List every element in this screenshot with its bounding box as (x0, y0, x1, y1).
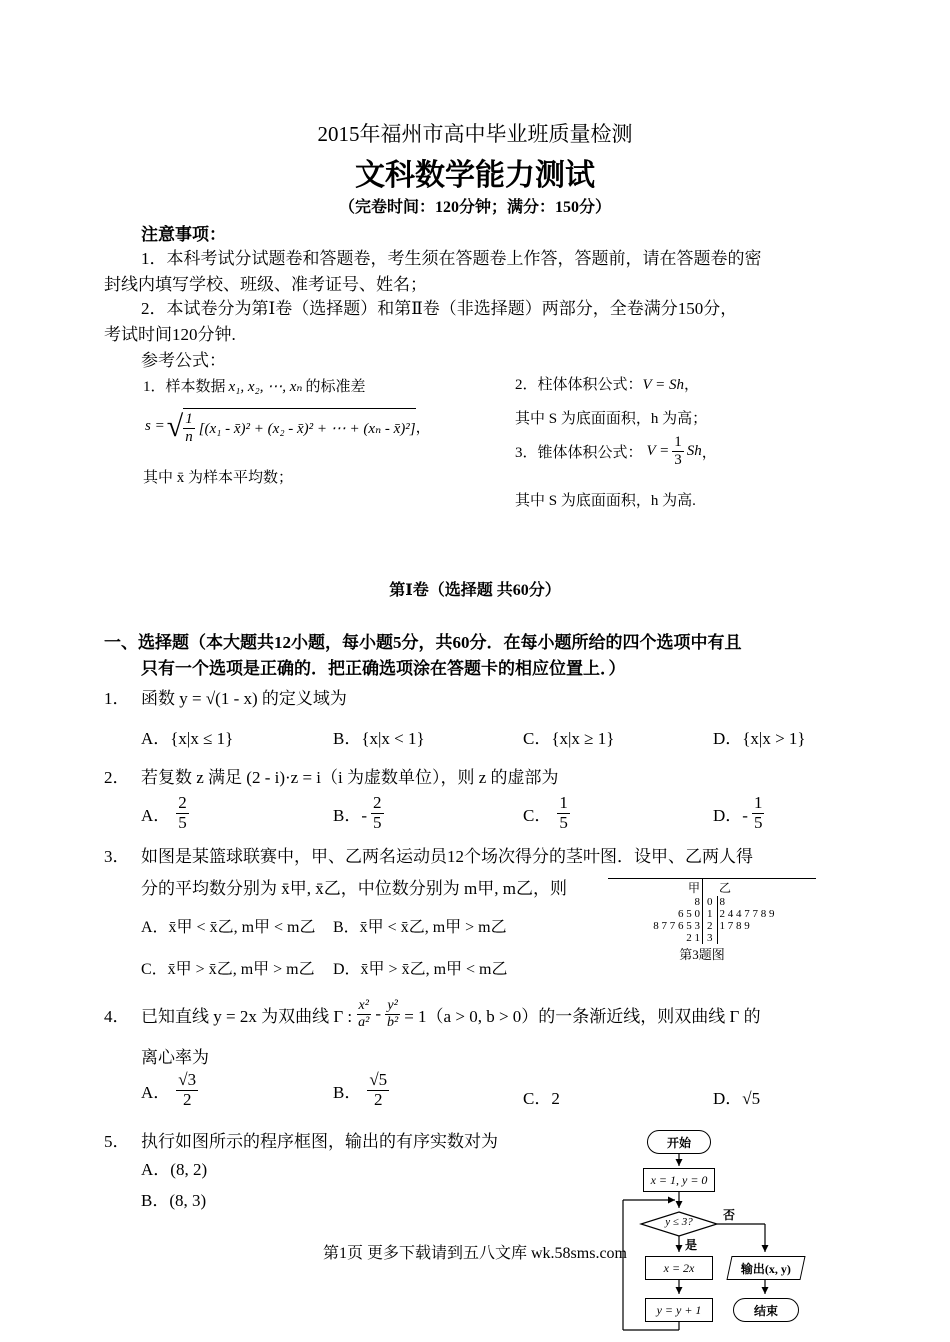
q4-option-c: C．2 (523, 1089, 560, 1108)
stem-leaf-row1-stem: 1 (703, 908, 718, 920)
formula1-label: 1．样本数据 x₁, x₂, ⋯, xₙ 的标准差 (143, 379, 366, 395)
formula1-note: 其中 x̄ 为样本平均数； (143, 470, 294, 486)
flow-init: x = 1, y = 0 (643, 1168, 715, 1192)
q4-line2: 离心率为 (141, 1048, 209, 1067)
q1-option-a: A．{x|x ≤ 1} (141, 729, 234, 748)
notice-item1-line2: 封线内填写学校、班级、准考证号、姓名； (104, 275, 427, 294)
formula3: 3．锥体体积公式： V = $\frac{1}{3}$ Sh ， (515, 434, 717, 468)
q2-option-c: C． $\frac{1}{5}$ (523, 793, 568, 832)
stem-leaf-row0-stem: 0 (703, 896, 718, 908)
section1-instr-line1: 一、选择题（本大题共12小题，每小题5分，共60分．在每小题所给的四个选项中有且 (104, 633, 742, 652)
q3-option-a: A．x̄甲 < x̄乙, m甲 < m乙 (141, 919, 316, 936)
notice-item2-line1: 2．本试卷分为第Ⅰ卷（选择题）和第Ⅱ卷（非选择题）两部分，全卷满分150分， (141, 299, 738, 318)
exam-title: 文科数学能力测试 (355, 158, 595, 193)
flow-end: 结束 (733, 1298, 799, 1322)
q1-text: 函数 y = √(1 - x) 的定义域为 (141, 689, 347, 708)
flow-step-increment-y: y = y + 1 (645, 1298, 713, 1322)
q2-number: 2． (104, 768, 130, 787)
q3-line2: 分的平均数分别为 x̄甲, x̄乙，中位数分别为 m甲, m乙，则 (141, 879, 567, 898)
notice-item2-line2: 考试时间120分钟. (104, 325, 236, 344)
q2-option-a: A． $\frac{2}{5}$ (141, 793, 187, 832)
q3-line1: 如图是某篮球联赛中，甲、乙两名运动员12个场次得分的茎叶图．设甲、乙两人得 (141, 847, 753, 866)
q2-option-b: B．- $\frac{2}{5}$ (333, 793, 382, 832)
ref-heading: 参考公式： (141, 351, 226, 370)
exam-subtitle: 2015年福州市高中毕业班质量检测 (317, 122, 633, 146)
stem-leaf-figure (608, 878, 816, 963)
std-dev-formula: s = √ $\frac{1}{n}$ [(x₁ - x̄)² + (x₂ - x̄)² + ⋯ + (xₙ - x̄)²] ， (145, 409, 431, 445)
q4-number: 4． (104, 1007, 130, 1026)
section1-title: 第Ⅰ卷（选择题 共60分） (389, 582, 561, 599)
flow-output: 输出(x, y) (726, 1256, 805, 1280)
stem-leaf-row0-left: 8 (694, 896, 700, 908)
stem-leaf-head-right: 乙 (719, 881, 732, 895)
section1-instr-line2: 只有一个选项是正确的．把正确选项涂在答题卡的相应位置上．） (141, 659, 626, 678)
q4-option-a: A． $\frac{√3}{2}$ (141, 1070, 197, 1109)
flow-no-label: 否 (723, 1208, 736, 1222)
formula2: 2．柱体体积公式：V = Sh， (515, 377, 700, 393)
stem-leaf-row3-left: 2 1 (686, 932, 700, 944)
formula3-note: 其中 S 为底面面积，h 为高. (515, 493, 696, 509)
flow-start: 开始 (647, 1130, 711, 1154)
stem-leaf-row3-right (717, 932, 816, 944)
stem-leaf-row2-right: 1 7 8 9 (719, 920, 750, 932)
stem-leaf-row0-right: 8 (719, 896, 725, 908)
flow-yes-label: 是 (685, 1238, 698, 1252)
q3-number: 3． (104, 847, 130, 866)
q1-option-d: D．{x|x > 1} (713, 729, 806, 748)
q2-text: 若复数 z 满足 (2 - i)·z = i（i 为虚数单位），则 z 的虚部为 (141, 768, 559, 787)
q5-option-b: B．(8, 3) (141, 1191, 207, 1210)
q1-number: 1． (104, 689, 130, 708)
page-footer: 第1页 更多下载请到五八文库 wk.58sms.com (322, 1245, 627, 1262)
q3-option-c: C．x̄甲 > x̄乙, m甲 > m乙 (141, 961, 315, 978)
q4-line1: 已知直线 y = 2x 为双曲线 Γ : $\frac{\text{x²}}{\text{a²}}$ - $\frac{\text{y²}}{\text{b²}}$ = 1（a > 0, b > 0）的一条渐近线，则双曲线 Γ 的 (141, 998, 761, 1030)
flow-step-double-x: x = 2x (645, 1256, 713, 1280)
notice-heading: 注意事项： (141, 225, 226, 244)
stem-leaf-table (608, 879, 816, 944)
q5-number: 5． (104, 1132, 130, 1151)
flow-condition: y ≤ 3? (665, 1216, 693, 1228)
notice-item1-line1: 1．本科考试分试题卷和答题卷，考生须在答题卷上作答，答题前，请在答题卷的密 (141, 249, 762, 268)
stem-leaf-row3-stem: 3 (703, 932, 718, 944)
q5-text: 执行如图所示的程序框图，输出的有序实数对为 (141, 1132, 498, 1151)
stem-leaf-row2-left: 8 7 7 6 5 3 (653, 920, 700, 932)
stem-leaf-row2-stem: 2 (703, 920, 718, 932)
q3-option-b: B．x̄甲 < x̄乙, m甲 > m乙 (333, 919, 507, 936)
stem-leaf-row1-right: 2 4 4 7 7 8 9 (719, 908, 775, 920)
formula2-note: 其中 S 为底面面积，h 为高； (515, 411, 708, 427)
q3-option-d: D．x̄甲 > x̄乙, m甲 < m乙 (333, 961, 508, 978)
q1-option-c: C．{x|x ≥ 1} (523, 729, 615, 748)
q2-option-d: D．- $\frac{1}{5}$ (713, 793, 763, 832)
stem-leaf-row1-left: 6 5 0 (678, 908, 700, 920)
flowchart (615, 1128, 815, 1338)
q5-option-a: A．(8, 2) (141, 1160, 208, 1179)
q4-option-d: D．√5 (713, 1089, 761, 1108)
q4-option-b: B． $\frac{√5}{2}$ (333, 1070, 388, 1109)
stem-leaf-caption: 第3题图 (679, 947, 725, 962)
time-note: （完卷时间：120分钟；满分：150分） (338, 199, 611, 216)
q1-option-b: B．{x|x < 1} (333, 729, 425, 748)
stem-leaf-head-left: 甲 (687, 881, 700, 895)
